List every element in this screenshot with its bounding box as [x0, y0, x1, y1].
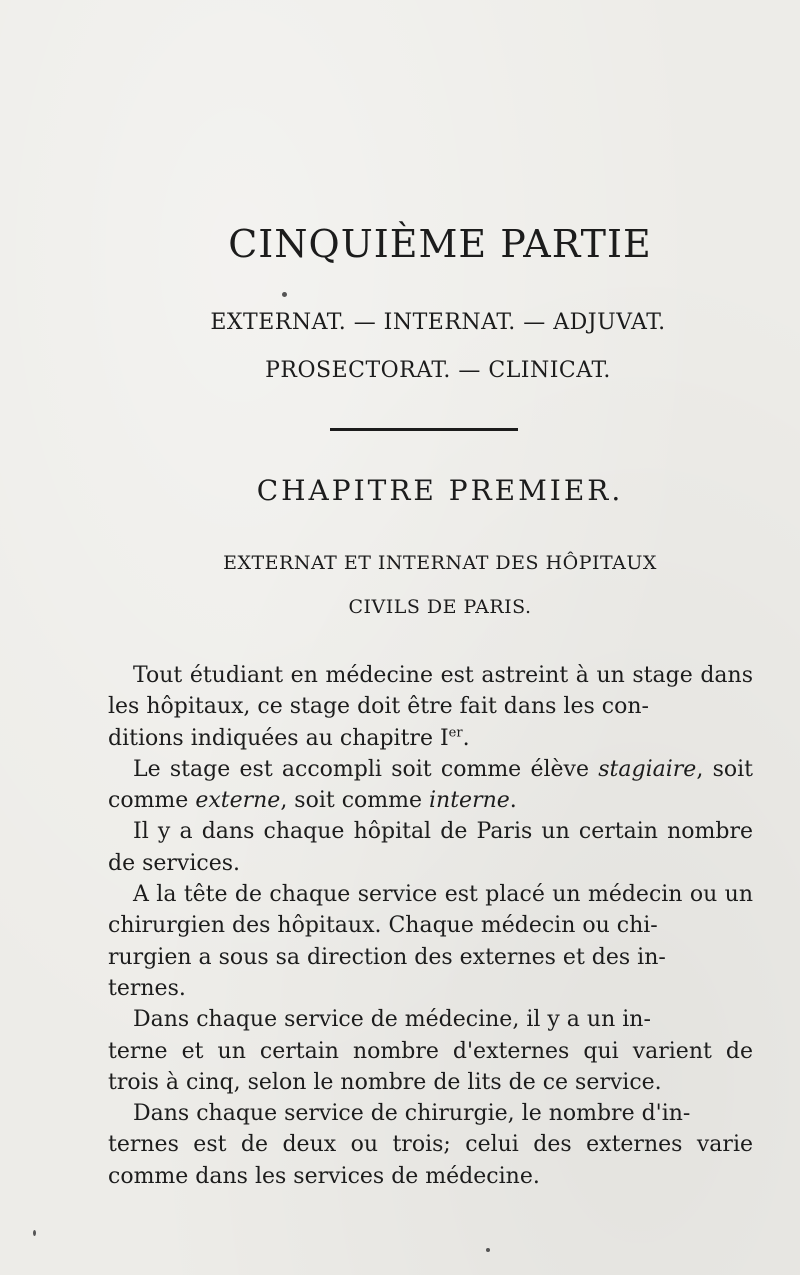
- paragraph-5-continuation: terne et un certain nombre d'externes qui varient de trois à cinq, selon le nombre de lits de ce service.: [108, 1038, 753, 1095]
- part-subtitle-line-1: EXTERNAT. — INTERNAT. — ADJUVAT.: [210, 310, 666, 335]
- term-stagiaire: stagiaire: [598, 756, 697, 782]
- paragraph-2: [108, 754, 753, 817]
- section-divider-rule: [330, 428, 518, 431]
- term-externe: externe: [195, 788, 281, 814]
- paragraph-2-text-a: Le stage est accompli soit comme élève: [133, 756, 599, 782]
- paragraph-2-text-c: , soit comme: [280, 788, 430, 814]
- part-title: CINQUIÈME PARTIE: [228, 222, 652, 266]
- term-interne: interne: [429, 788, 510, 814]
- paragraph-1-text: Tout étudiant en médecine est astreint à un stage dans les hôpitaux, ce stage doit être fait dans les con-: [108, 663, 753, 720]
- paragraph-1-tail: ditions indiquées au chapitre I: [108, 725, 449, 751]
- paragraph-1-end: .: [462, 725, 470, 751]
- paragraph-4: A la tête de chaque service est placé un médecin ou un chirurgien des hôpitaux. Chaque médecin ou chi-: [108, 882, 753, 939]
- paper-speck: [486, 1248, 490, 1252]
- paragraph-6-continuation: ternes est de deux ou trois; celui des externes varie comme dans les services de médecine.: [108, 1132, 753, 1189]
- chapter-subtitle-line-2: CIVILS DE PARIS.: [348, 596, 532, 618]
- ordinal-superscript: er: [448, 725, 463, 741]
- paragraph-2-end: .: [509, 788, 517, 814]
- body-text: [108, 660, 753, 1192]
- paper-speck: [33, 1230, 36, 1236]
- paragraph-4-line-c: ternes.: [108, 975, 186, 1001]
- paper-speck: [282, 292, 287, 297]
- chapter-title: CHAPITRE PREMIER.: [256, 474, 624, 507]
- part-subtitle-line-2: PROSECTORAT. — CLINICAT.: [265, 358, 611, 383]
- paragraph-4-line-b: rurgien a sous sa direction des externes et des in-: [108, 944, 666, 970]
- paragraph-2-text-b: , soit comme: [108, 756, 753, 814]
- paragraph-3: Il y a dans chaque hôpital de Paris un certain nombre de services.: [108, 819, 753, 876]
- paragraph-6: Dans chaque service de chirurgie, le nombre d'in-: [133, 1101, 691, 1127]
- chapter-subtitle-line-1: EXTERNAT ET INTERNAT DES HÔPITAUX: [223, 552, 657, 574]
- paragraph-1-continuation: [108, 723, 753, 754]
- paragraph-1: [108, 660, 753, 723]
- paragraph-5: Dans chaque service de médecine, il y a un in-: [133, 1007, 651, 1033]
